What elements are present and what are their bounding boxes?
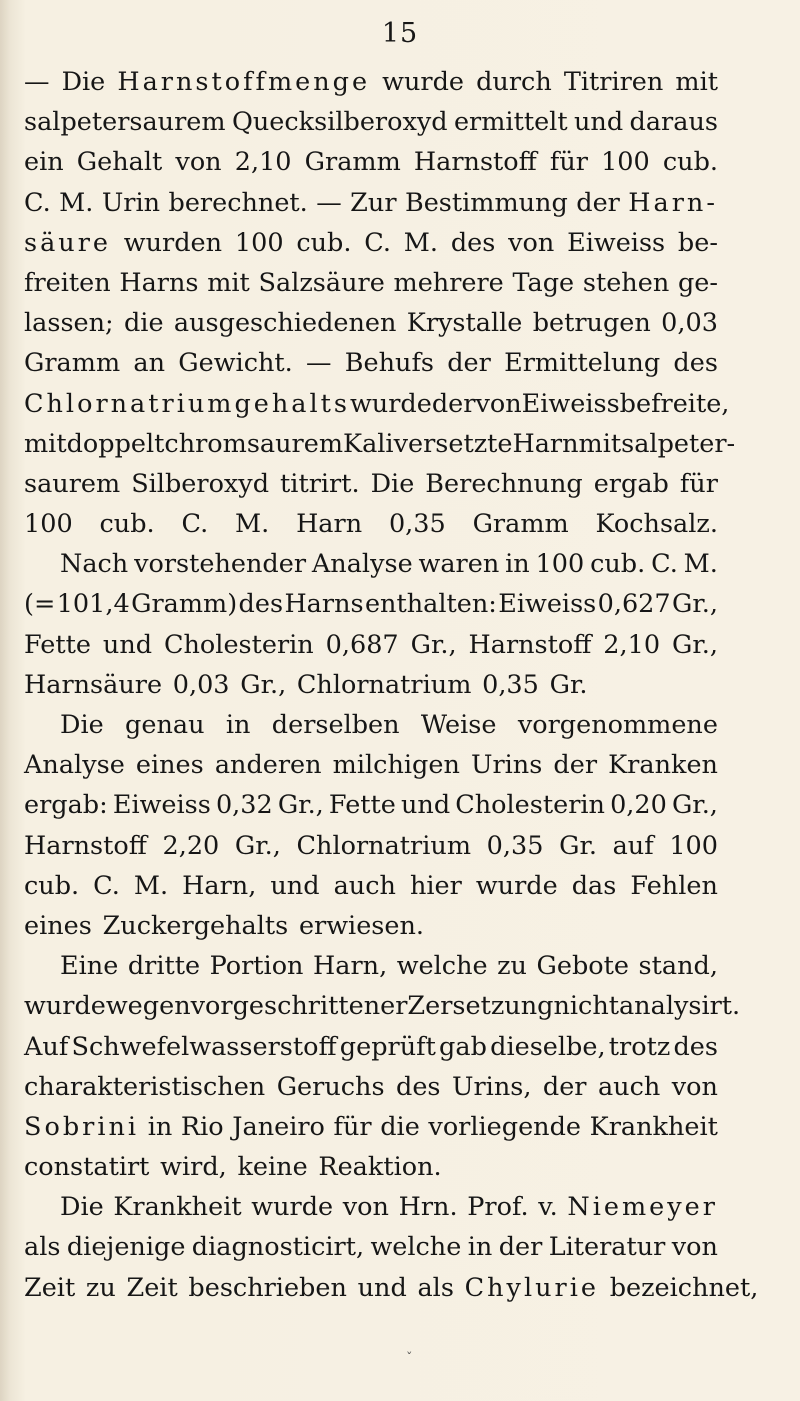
word: Gebote [536,951,629,982]
word: Tage [512,267,575,298]
word: Gramm [24,348,121,379]
word: Titriren [563,67,664,97]
word: waren [418,549,500,580]
text-line [24,946,718,986]
word: Kochsalz. [595,509,718,540]
word: Zeit [126,1272,178,1303]
word: C. [364,227,391,258]
word: in [147,1111,173,1142]
word: cub. [590,549,646,580]
word: für [549,147,588,178]
word: Hrn. [398,1192,458,1223]
word: ein [24,147,64,178]
text-line [24,1187,718,1227]
word: Harnstoff [468,629,592,660]
word: Gehalt [76,147,163,178]
word: Gr., [234,830,281,861]
text-line [24,504,718,544]
word: nicht [553,991,619,1022]
word: zu [497,951,527,982]
word: cub. [99,509,155,540]
word: M. [133,870,169,901]
word: Gramm [304,147,401,178]
word: des [673,348,718,379]
word: Eine [60,951,119,982]
word: wurde [24,991,106,1022]
word: cub. [24,870,80,901]
word: welche [396,951,488,982]
word: vorgenommene [517,710,718,740]
word: Krystalle [406,308,523,339]
word: in [225,710,251,740]
word: auf [612,830,654,861]
word: 0,03 [661,308,718,339]
word: Portion [209,951,304,982]
word: und [270,870,320,901]
word: Fette [328,790,396,821]
word: Harns [284,589,364,620]
word: lassen; [24,308,114,339]
word: 100 [669,830,718,861]
text-line [24,343,718,383]
word: constatirt [24,1152,150,1183]
word: Gr., [410,629,457,660]
word: M. [403,227,439,258]
word: Kranken [608,750,718,781]
word: Analyse [24,750,125,781]
text-line [24,625,718,665]
word: auch [333,870,396,901]
word: — [24,67,50,97]
word: Zersetzung [407,991,554,1022]
word: die [123,308,164,339]
word: wurde [349,388,432,419]
word: Prof. [467,1192,529,1223]
word: Fehlen [630,870,718,901]
word: ge- [677,267,718,298]
word: 100 [24,509,73,540]
word: säure [24,227,111,258]
word: die [380,1111,420,1142]
word: für [333,1111,372,1142]
word: Chlornatriumgehalts [24,388,350,419]
word: befreite, [619,388,730,419]
word: Janeiro [232,1111,325,1142]
word: von [671,1232,718,1263]
text-line [24,665,718,705]
word: der [576,187,620,218]
word: cub. [662,147,718,178]
text-line [24,785,718,825]
word: vorstehender [134,549,307,580]
word: Chylurie [464,1272,599,1303]
word: Quecksilberoxyd [231,107,448,138]
word: keine [237,1152,308,1183]
word: wurde [382,67,465,97]
word: bezeichnet, [609,1272,759,1303]
text-line [24,424,736,464]
word: Silberoxyd [131,468,270,499]
word: 0,35 [388,509,446,540]
text-line [24,263,718,303]
word: M. [683,549,718,580]
word: eines [24,910,92,941]
word: als [24,1232,61,1263]
word: Urins, [451,1071,532,1102]
word: 2,10 [603,629,661,660]
word: — [306,348,332,379]
word: 0,687 [325,629,399,660]
word: hier [409,870,462,901]
word: und [357,1272,407,1303]
text-line [24,584,718,624]
word: 2,10 [234,147,292,178]
word: auch [597,1071,661,1102]
word: Sobrini [24,1111,140,1142]
word: wurde [475,870,558,901]
word: M. [59,187,94,218]
text-line [24,1268,759,1308]
word: und [573,107,624,138]
word: in [467,1232,493,1263]
word: der [498,1232,543,1263]
word: 100 [234,227,284,258]
text-line [24,544,718,584]
word: Harnstoffmenge [117,67,371,97]
word: Cholesterin [455,790,605,821]
word: für [679,468,718,499]
word: Analyse [311,549,413,580]
word: Urins [470,750,543,781]
word: Fette [24,629,91,660]
text-line [24,1067,718,1107]
word: wurden [123,227,223,258]
word: Kali [343,428,394,459]
word: cub. [296,227,352,258]
word: Gramm [472,509,569,540]
word: Krankheit [113,1192,242,1223]
text-line [24,1027,718,1067]
word: freiten [24,267,111,298]
word: Gr., [671,790,718,821]
word: Auf [24,1031,69,1062]
word: gab [439,1031,487,1062]
word: Krankheit [589,1111,718,1142]
word: Gr., [240,669,287,700]
word: Salzsäure [258,267,385,298]
word: Chlornatrium [296,830,472,861]
word: Gr., [671,629,718,660]
word: ergab [593,468,669,499]
word: erwiesen. [298,910,425,941]
word: Gr., [672,589,718,620]
word: Harnstoff [24,830,147,861]
word: 0,03 [172,669,230,700]
word: welche [370,1232,462,1263]
word: Gr., [277,790,324,821]
text-line [24,1107,718,1147]
word: und [102,629,153,660]
word: 0,20 [610,790,667,821]
word: 0,35 [486,830,544,861]
word: mit [675,67,718,97]
text-line [24,866,718,906]
word: enthalten: [364,589,497,620]
word: stand, [638,951,718,982]
word: des [450,227,496,258]
word: titrirt. [280,468,360,499]
word: der [553,750,598,781]
word: Die [60,710,104,740]
word: Harns [119,267,199,298]
word: Eiweiss [112,790,211,821]
word: Eiweiss [521,388,620,419]
word: Eiweiss [498,589,597,620]
word: betrugen [532,308,651,339]
word: beschrieben [188,1272,347,1303]
word: trotz [608,1031,671,1062]
text-line [24,102,718,142]
word: Geruchs [276,1071,385,1102]
word: 101,4 [56,589,130,620]
word: von [342,1192,389,1223]
word: Zuckergehalts [102,910,289,941]
word: ermittelt [453,107,568,138]
word: Die [370,468,415,499]
word: Gr. [549,669,588,700]
word: wird, [160,1152,227,1183]
word: Behufs [344,348,434,379]
word: mit [578,428,622,459]
word: genau [125,710,205,740]
word: mehrere [393,267,504,298]
text-line [24,826,718,866]
word: Urin [101,187,161,218]
word: mit [24,428,67,459]
word: M. [235,509,270,540]
word: — [316,187,342,218]
word: von [175,147,222,178]
word: Harn- [628,187,718,218]
word: doppeltchromsaurem [66,428,344,459]
word: von [475,388,522,419]
word: salpeter- [621,428,736,459]
word: Harn [512,428,579,459]
word: Harnsäure [24,669,163,700]
word: an [133,348,166,379]
word: diejenige [66,1232,186,1263]
word: Niemeyer [567,1192,718,1223]
word: Eiweiss [567,227,666,258]
word: Cholesterin [164,629,314,660]
word: Weise [420,710,497,740]
word: und [400,790,451,821]
word: von [671,1071,718,1102]
text-line [24,705,718,745]
word: Chlornatrium [296,669,472,700]
word: wurde [251,1192,334,1223]
word: 2,20 [162,830,220,861]
word: analysirt. [618,991,741,1022]
printer-mark: ˇ [406,1351,413,1366]
word: der [447,348,491,379]
word: als [417,1272,454,1303]
word: C. [24,187,51,218]
word: be- [677,227,718,258]
word: versetzte [393,428,513,459]
word: Reaktion. [318,1152,442,1183]
word: (= [24,589,56,620]
word: des [673,1031,718,1062]
word: der [542,1071,587,1102]
word: zu [85,1272,116,1303]
word: Literatur [548,1232,666,1263]
word: Zur [350,187,397,218]
word: salpetersaurem [24,107,226,138]
word: durch [476,67,552,97]
word: saurem [24,468,121,499]
word: des [238,589,284,620]
text-line [24,183,718,223]
word: dieselbe, [490,1031,606,1062]
text-line [24,223,718,263]
word: Bestimmung [404,187,568,218]
word: ergab: [24,790,108,821]
word: C. [93,870,120,901]
word: Rio [180,1111,224,1142]
page-number: 15 [381,18,419,49]
word: diagnosticirt, [191,1232,365,1263]
word: vorgeschrittener [190,991,408,1022]
word: ausgeschiedenen [173,308,397,339]
word: eines [135,750,204,781]
text-line [24,745,718,785]
text-line [24,464,718,504]
word: Gr. [559,830,597,861]
word: Harn, [182,870,257,901]
word: Gramm) [131,589,238,620]
text-line [24,142,718,182]
text-line [24,1227,718,1267]
word: 100 [535,549,585,580]
word: mit [207,267,250,298]
word: dritte [127,951,201,982]
word: C. [651,549,678,580]
word: 0,35 [482,669,539,700]
word: charakteristischen [24,1071,266,1102]
word: Harn, [313,951,388,982]
word: daraus [629,107,718,138]
word: milchigen [332,750,460,781]
word: der [431,388,476,419]
word: Die [60,1192,104,1223]
word: wegen [105,991,191,1022]
word: 0,627 [597,589,671,620]
word: Ermittelung [504,348,661,379]
text-line [24,384,730,424]
text-line [24,303,718,343]
word: C. [181,509,209,540]
body-text [24,62,759,1308]
word: geprüft [339,1031,436,1062]
text-line [24,62,718,102]
word: des [396,1071,441,1102]
word: Harnstoff [413,147,537,178]
text-line [24,1147,718,1187]
text-line [24,906,718,946]
word: stehen [582,267,670,298]
word: anderen [214,750,322,781]
word: 0,32 [215,790,273,821]
word: Nach [60,549,129,580]
word: Berechnung [425,468,583,499]
word: Harn [296,509,363,540]
word: vorliegende [428,1111,582,1142]
word: berechnet. [168,187,308,218]
word: Gewicht. [178,348,293,379]
word: 100 [601,147,650,178]
word: Schwefelwasserstoff [71,1031,337,1062]
word: das [571,870,617,901]
word: derselben [271,710,400,740]
word: Die [61,67,106,97]
word: v. [538,1192,558,1223]
word: in [505,549,530,580]
word: Zeit [24,1272,76,1303]
word: von [508,227,555,258]
text-line [24,986,741,1026]
